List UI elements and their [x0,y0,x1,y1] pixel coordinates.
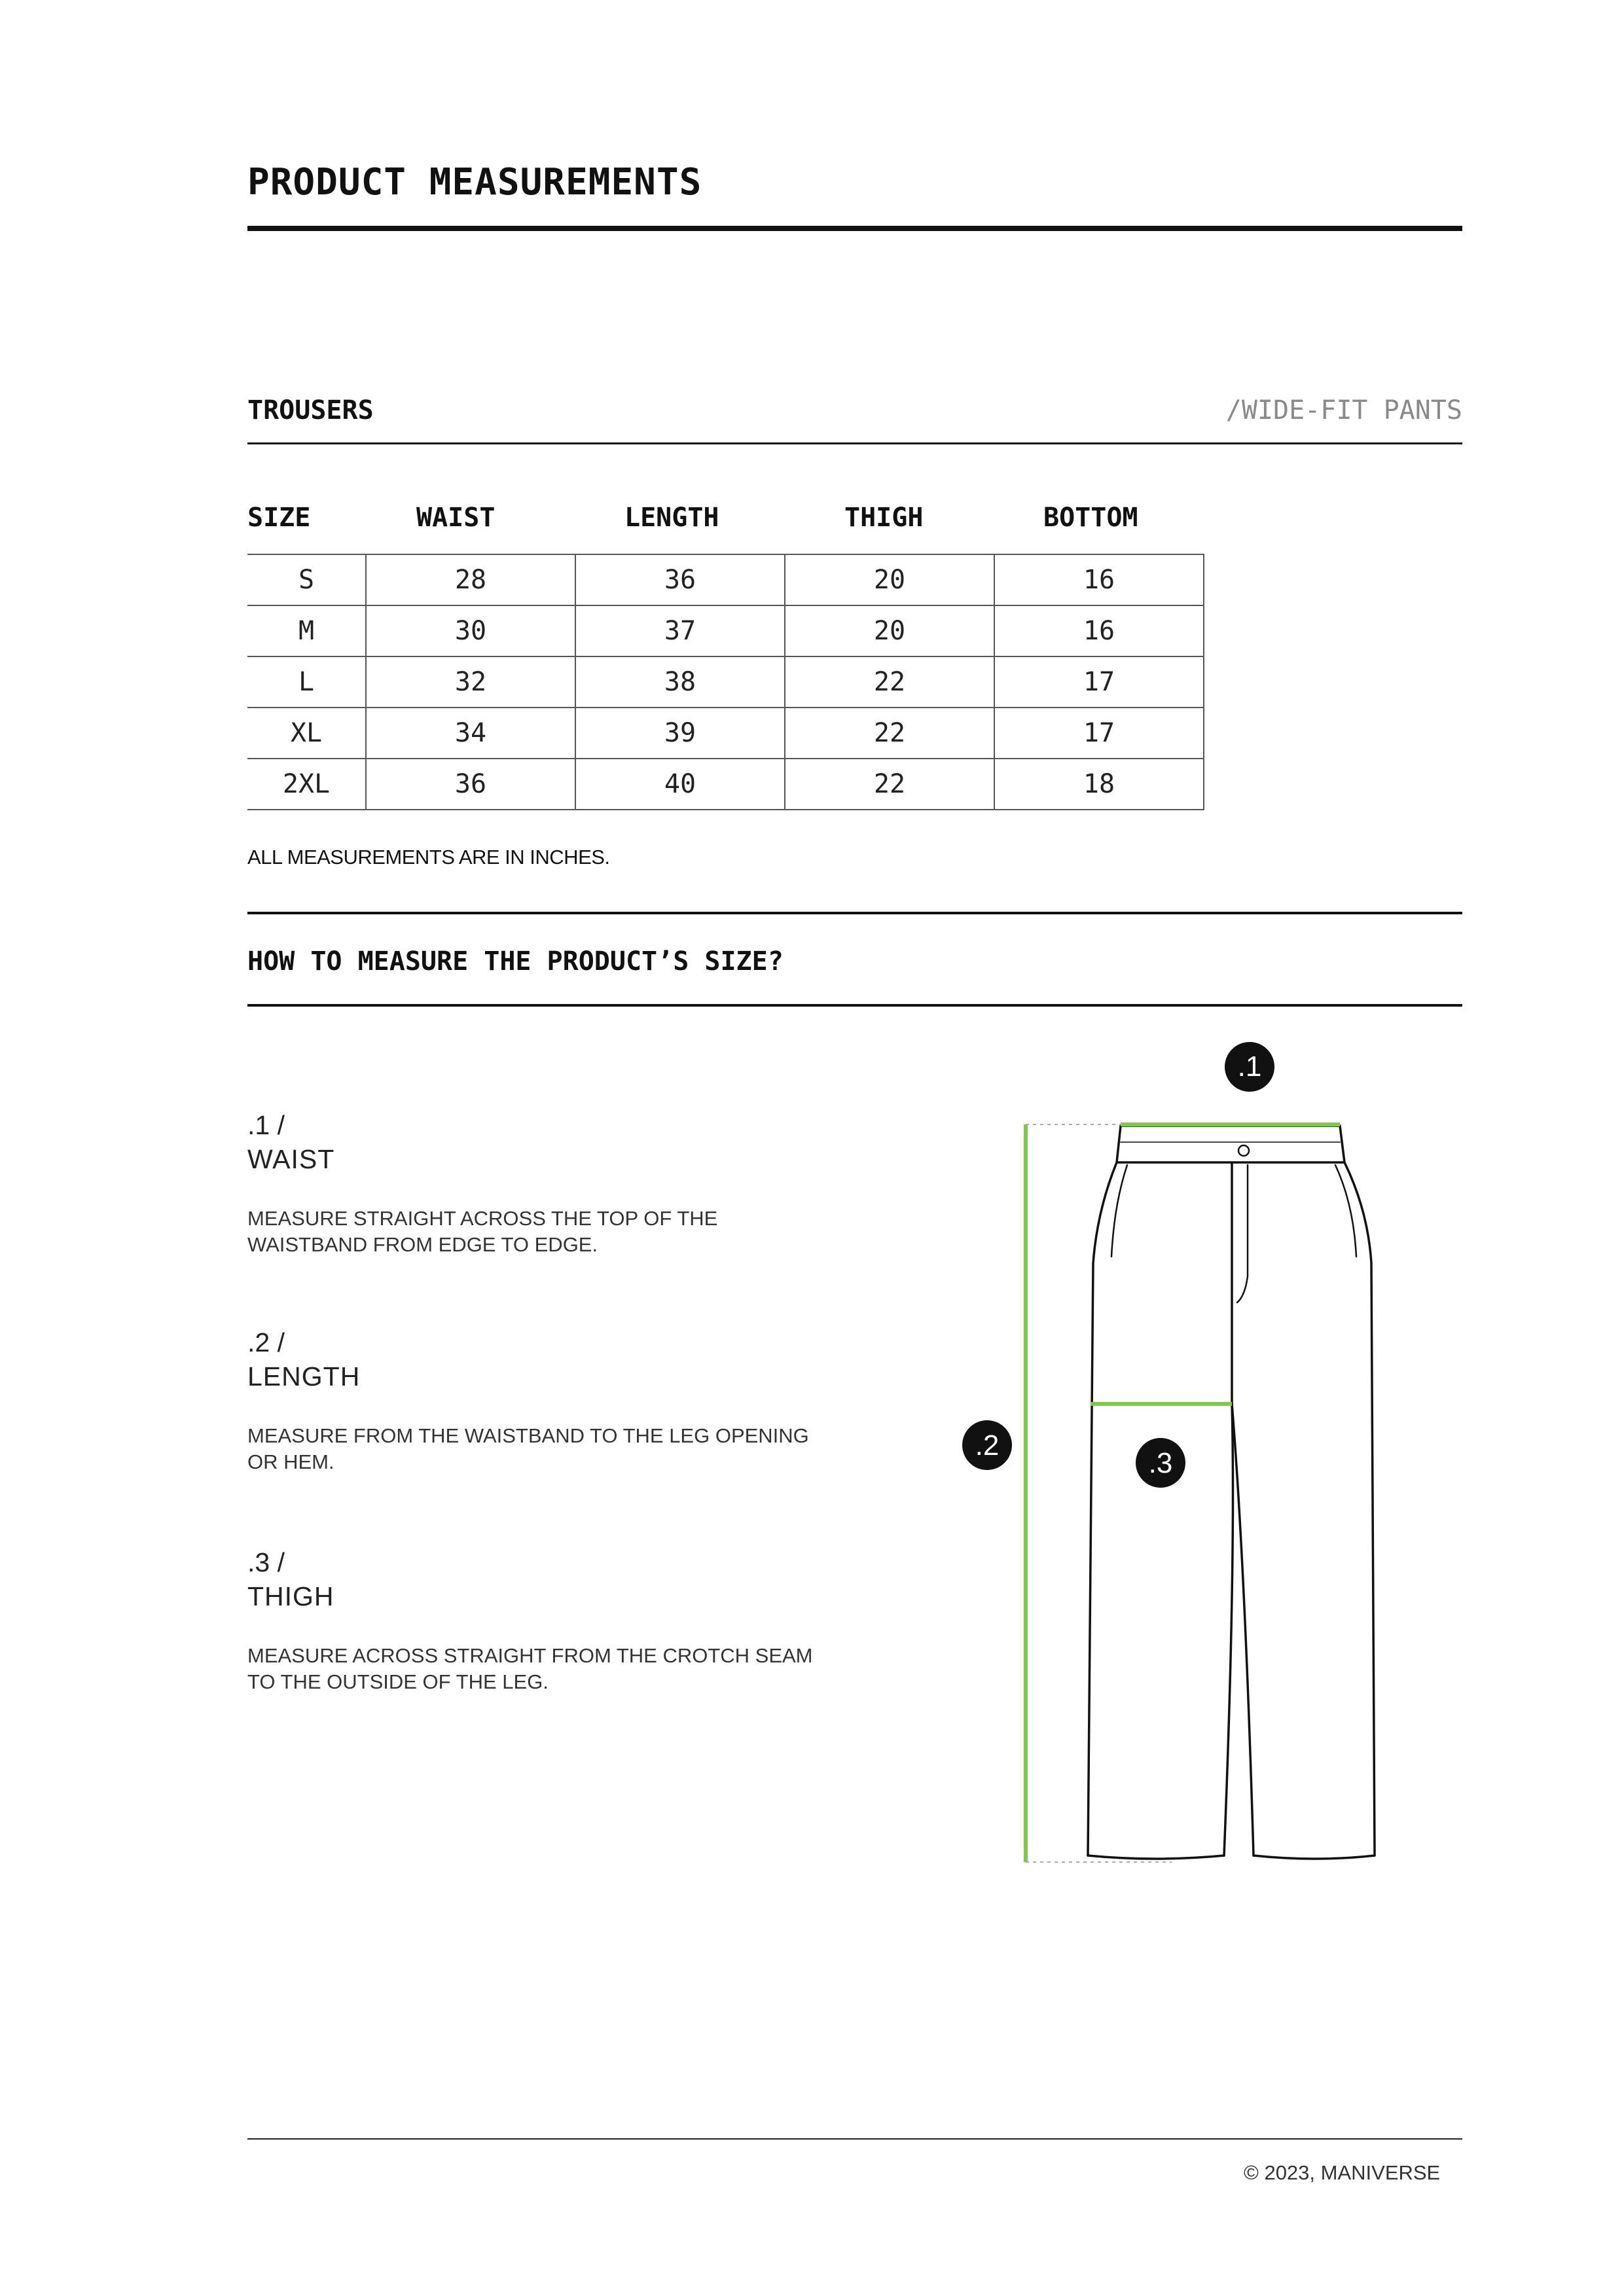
step-name: WAIST [247,1144,335,1174]
length-cell: 38 [575,656,785,708]
header-length: LENGTH [624,503,719,533]
table-row [247,605,1204,656]
step-description: MEASURE ACROSS STRAIGHT FROM THE CROTCH SEAM TO THE OUTSIDE OF THE LEG. [247,1644,813,1693]
header-thigh: THIGH [844,503,924,533]
table-row [247,554,1204,605]
measure-lines [1026,1124,1340,1862]
waist-cell: 36 [366,759,575,810]
marker-1 [1225,1042,1274,1092]
waist-cell: 34 [366,708,575,759]
size-cell: XL [247,708,366,759]
title-divider [247,226,1462,231]
svg-text:.3: .3 [1148,1447,1173,1479]
section-subtitle: /WIDE-FIT PANTS [1225,395,1462,425]
length-cell: 37 [575,605,785,656]
howto-title: HOW TO MEASURE THE PRODUCT’S SIZE? [247,946,784,977]
header-waist: WAIST [416,503,496,533]
step-name: THIGH [247,1581,334,1611]
trousers-outline [1088,1126,1375,1859]
waist-cell: 32 [366,656,575,708]
length-cell: 40 [575,759,785,810]
thigh-cell: 22 [785,708,994,759]
footer-divider [247,2138,1462,2140]
section-label: TROUSERS [247,395,374,425]
header-bottom: BOTTOM [1043,503,1138,533]
table-row [247,708,1204,759]
bottom-cell: 17 [994,708,1204,759]
thigh-cell: 20 [785,554,994,605]
waist-cell: 28 [366,554,575,605]
header-size: SIZE [247,503,311,533]
size-table [247,554,1204,810]
footer-copyright: © 2023, MANIVERSE [1244,2161,1441,2184]
size-cell: S [247,554,366,605]
size-cell: M [247,605,366,656]
table-row [247,759,1204,810]
step-number: .1 / [247,1110,285,1140]
step-description: MEASURE STRAIGHT ACROSS THE TOP OF THE WAISTBAND FROM EDGE TO EDGE. [247,1207,718,1256]
step-name: LENGTH [247,1361,361,1391]
marker-3 [1136,1438,1185,1488]
step-number: .3 / [247,1547,285,1577]
length-cell: 39 [575,708,785,759]
bottom-cell: 18 [994,759,1204,810]
trousers-diagram [943,1041,1427,1872]
size-cell: L [247,656,366,708]
thigh-cell: 22 [785,656,994,708]
thigh-cell: 22 [785,759,994,810]
svg-text:.2: .2 [975,1429,1000,1462]
marker-2 [962,1420,1012,1470]
howto-divider-top [247,912,1462,914]
section-divider [247,442,1462,444]
svg-text:.1: .1 [1237,1050,1262,1083]
bottom-cell: 16 [994,605,1204,656]
page-title: PRODUCT MEASUREMENTS [247,161,702,204]
waist-cell: 30 [366,605,575,656]
length-cell: 36 [575,554,785,605]
step-number: .2 / [247,1327,285,1357]
howto-divider-bottom [247,1004,1462,1007]
bottom-cell: 16 [994,554,1204,605]
table-row [247,656,1204,708]
bottom-cell: 17 [994,656,1204,708]
size-cell: 2XL [247,759,366,810]
units-note: ALL MEASUREMENTS ARE IN INCHES. [247,846,610,869]
step-description: MEASURE FROM THE WAISTBAND TO THE LEG OPENING OR HEM. [247,1424,809,1473]
thigh-cell: 20 [785,605,994,656]
